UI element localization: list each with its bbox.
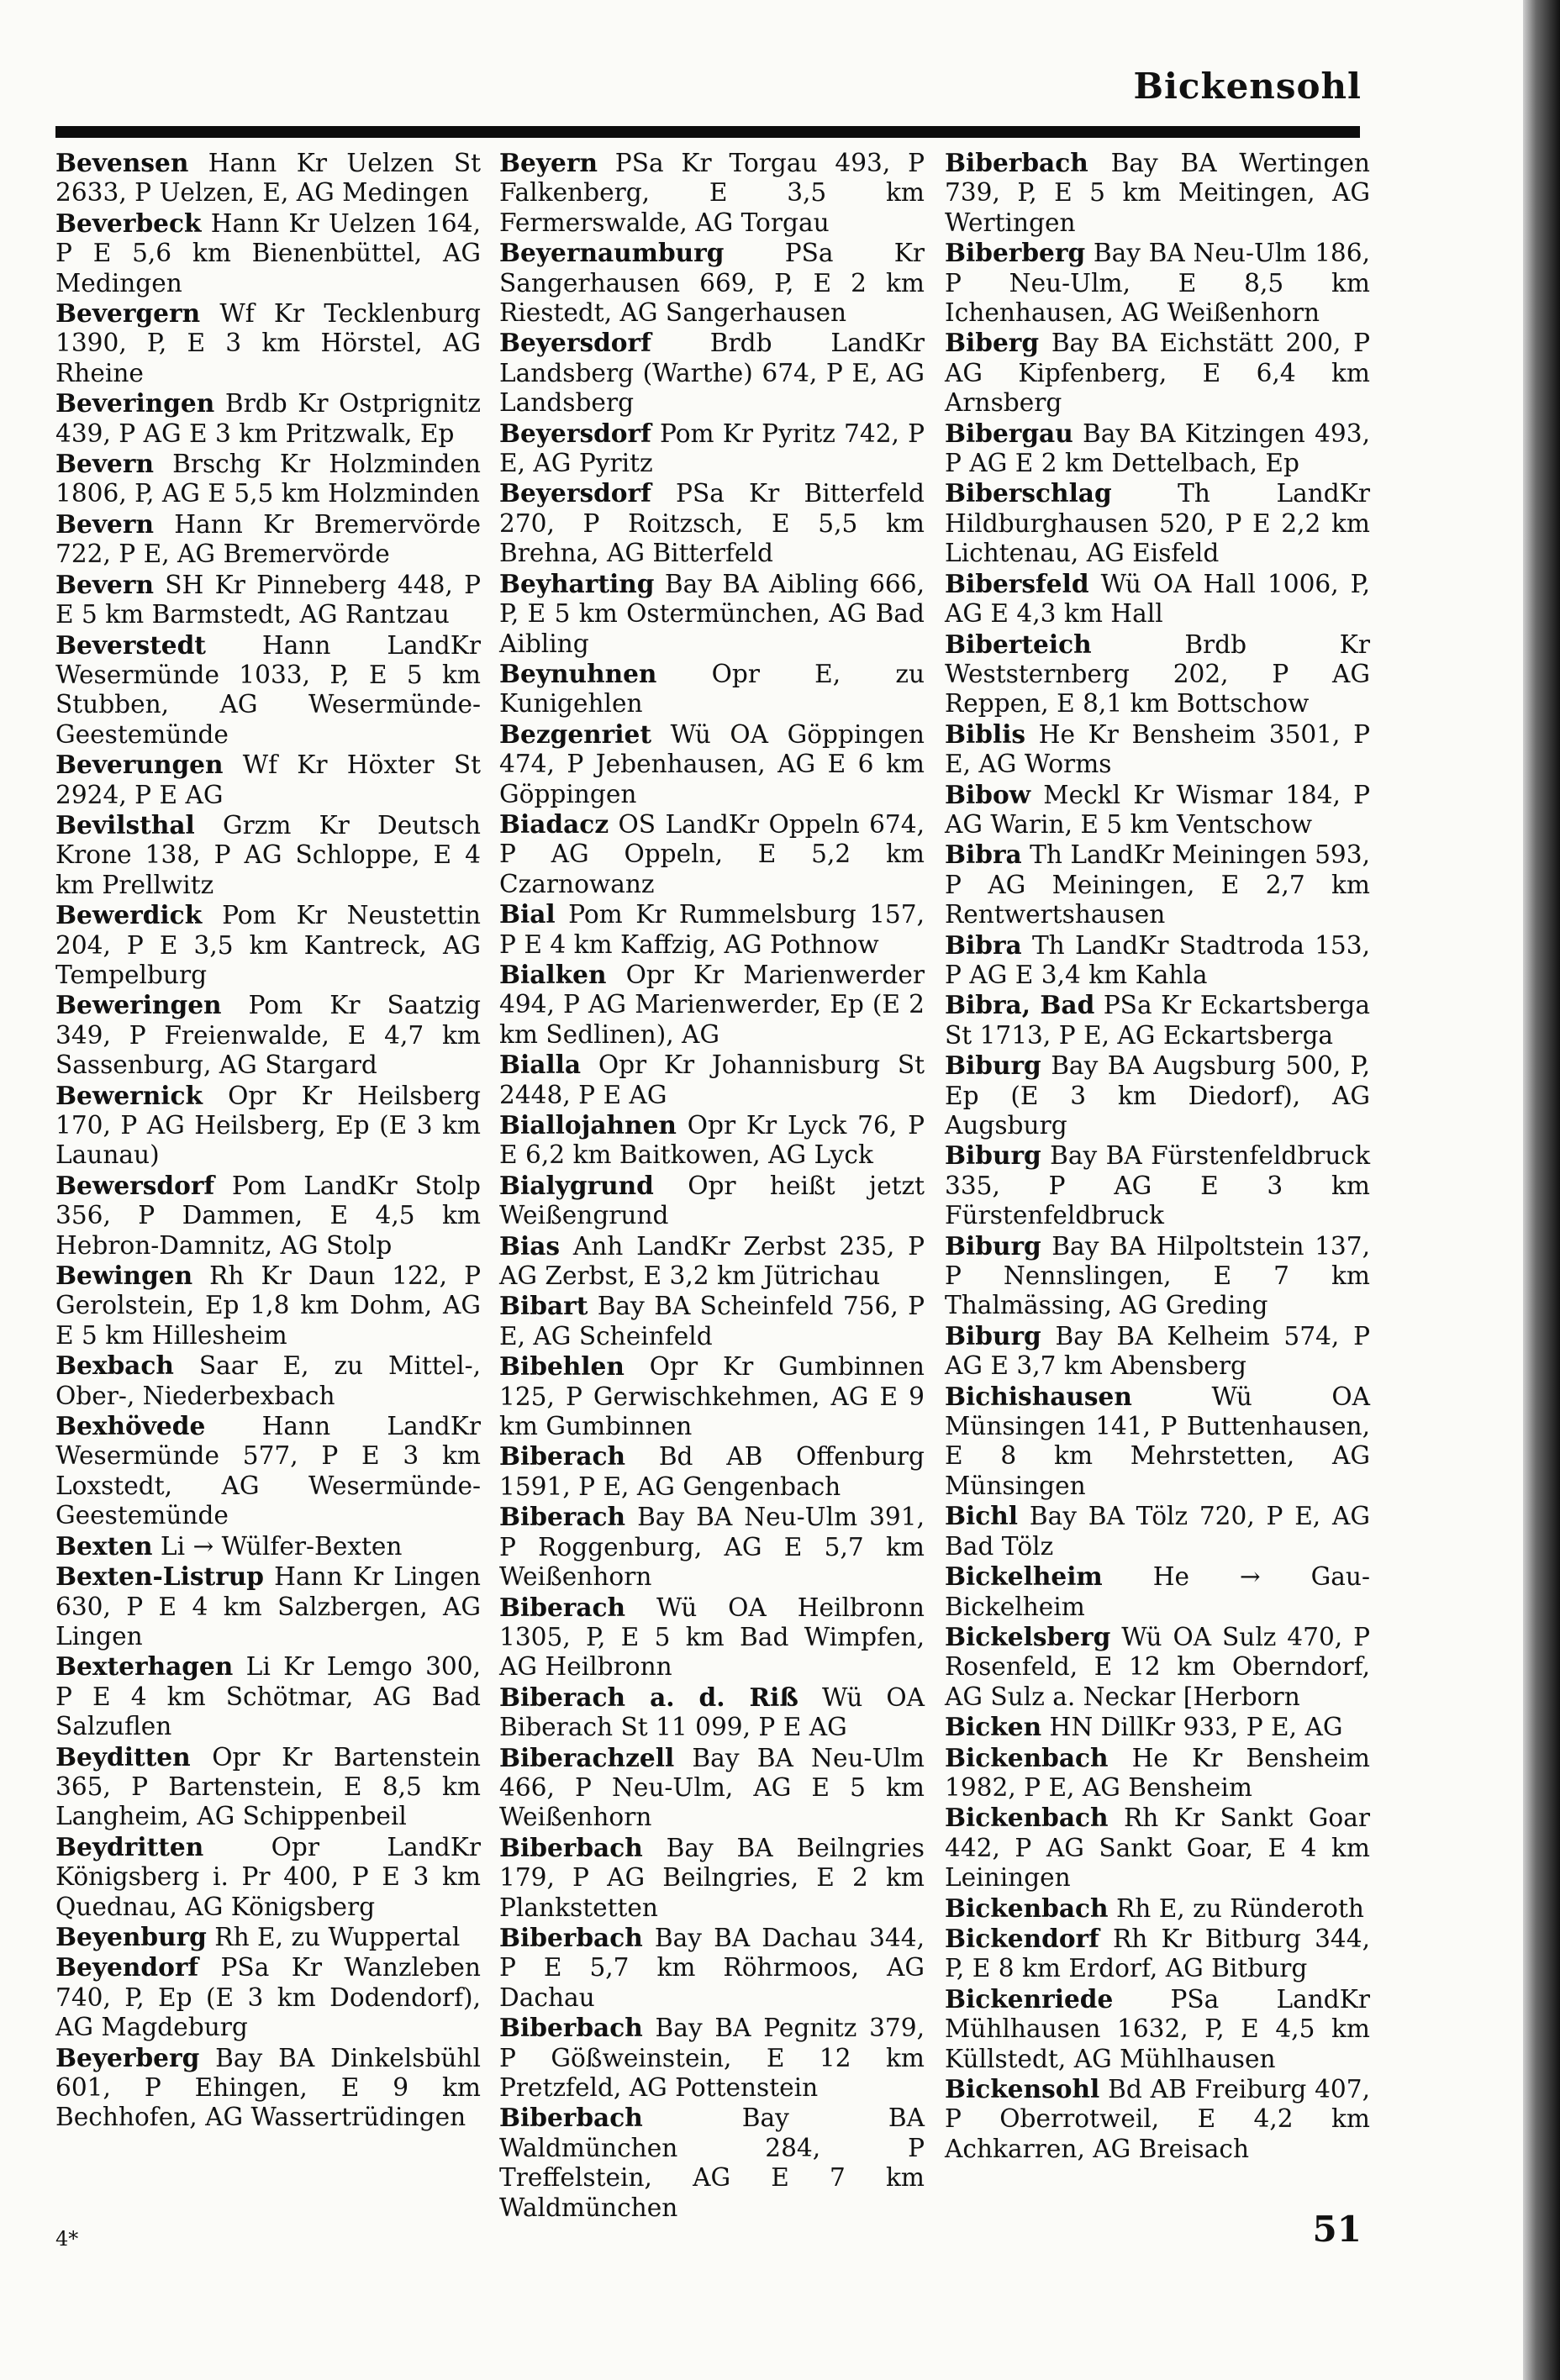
entry-description: Bay BA Kelheim 574, P AG E 3,7 km Abensberg xyxy=(945,1321,1370,1381)
entry-place-name: Bickendorf xyxy=(945,1923,1099,1953)
gazetteer-entry xyxy=(499,1171,925,1231)
entry-place-name: Bexten-Listrup xyxy=(55,1561,264,1592)
gazetteer-entry xyxy=(499,478,925,568)
gazetteer-entry xyxy=(945,1140,1370,1230)
entry-description: Pom Kr Rummelsburg 157, P E 4 km Kaffzig, AG Pothnow xyxy=(499,900,925,959)
entry-description: Li → Wülfer-Bexten xyxy=(160,1531,403,1561)
entry-description: Opr Kr Marienwerder 494, P AG Marienwerder, Ep (E 2 km Sedlinen), AG xyxy=(499,960,925,1049)
entry-description: Bay BA Dinkelsbühl 601, P Ehingen, E 9 km Bechhofen, AG Wassertrüdingen xyxy=(55,2043,481,2132)
entry-place-name: Biblis xyxy=(945,719,1026,749)
entry-place-name: Bias xyxy=(499,1230,561,1261)
entry-description: Hann LandKr Wesermünde 1033, P, E 5 km Stubben, AG Wesermünde-Geestemünde xyxy=(55,630,481,749)
entry-description: Pom Kr Neustettin 204, P E 3,5 km Kantreck, AG Tempelburg xyxy=(55,901,481,989)
gazetteer-entry xyxy=(945,1893,1370,1924)
entry-place-name: Biberteich xyxy=(945,629,1092,659)
entry-description: Brdb Kr Ostprignitz 439, P AG E 3 km Pritzwalk, Ep xyxy=(55,389,481,448)
entry-description: Wü OA Sulz 470, P Rosenfeld, E 12 km Oberndorf, AG Sulz a. Neckar [Herborn xyxy=(945,1622,1370,1711)
gazetteer-entry xyxy=(945,1622,1370,1712)
gazetteer-entry xyxy=(945,1501,1370,1561)
entry-description: Grzm Kr Deutsch Krone 138, P AG Schloppe, E 4 km Prellwitz xyxy=(55,810,481,899)
entry-description: Opr heißt jetzt Weißengrund xyxy=(499,1171,925,1230)
gazetteer-entry xyxy=(499,419,925,479)
entry-description: Saar E, zu Mittel-, Ober-, Niederbexbach xyxy=(55,1351,481,1410)
gazetteer-entry xyxy=(945,930,1370,991)
gazetteer-entry xyxy=(945,990,1370,1050)
entry-description: Wü OA Heilbronn 1305, P, E 5 km Bad Wimpfen, AG Heilbronn xyxy=(499,1593,925,1682)
entry-description: Bay BA Wertingen 739, P, E 5 km Meitingen, AG Wertingen xyxy=(945,149,1370,237)
entry-place-name: Bevilsthal xyxy=(55,809,195,840)
entry-place-name: Bicken xyxy=(945,1712,1042,1742)
gazetteer-entry xyxy=(499,328,925,418)
entry-description: Wü OA Göppingen 474, P Jebenhausen, AG E 6 km Göppingen xyxy=(499,719,925,808)
gazetteer-entry xyxy=(499,1682,925,1743)
page-edge-shadow xyxy=(1523,0,1560,2380)
gazetteer-entry xyxy=(945,1321,1370,1382)
entry-place-name: Bewernick xyxy=(55,1080,203,1110)
entry-description: Brschg Kr Holzminden 1806, P, AG E 5,5 km Holzminden xyxy=(55,450,481,508)
gazetteer-entry xyxy=(945,1743,1370,1803)
entry-description: Opr Kr Lyck 76, P E 6,2 km Baitkowen, AG Lyck xyxy=(499,1111,925,1170)
entry-place-name: Biberachzell xyxy=(499,1742,675,1772)
entry-place-name: Beweringen xyxy=(55,990,222,1020)
gazetteer-entry xyxy=(945,1803,1370,1893)
gazetteer-entry xyxy=(55,1922,481,1952)
entry-place-name: Bickelsberg xyxy=(945,1621,1111,1651)
entry-place-name: Bibow xyxy=(945,779,1031,809)
entry-place-name: Bichl xyxy=(945,1501,1019,1531)
gazetteer-entry xyxy=(499,1593,925,1682)
entry-place-name: Bexterhagen xyxy=(55,1651,234,1682)
entry-description: Rh E, zu Wuppertal xyxy=(214,1922,461,1951)
entry-description: Pom LandKr Stolp 356, P Dammen, E 4,5 km Hebron-Damnitz, AG Stolp xyxy=(55,1171,481,1260)
gazetteer-entry xyxy=(55,1411,481,1531)
entry-description: OS LandKr Oppeln 674, P AG Oppeln, E 5,2 km Czarnowanz xyxy=(499,809,925,898)
entry-place-name: Bevern xyxy=(55,569,154,599)
entry-place-name: Beyendorf xyxy=(55,1952,199,1982)
entry-description: Bay BA Fürstenfeldbruck 335, P AG E 3 km Fürstenfeldbruck xyxy=(945,1141,1370,1230)
entry-place-name: Beyersdorf xyxy=(499,418,651,448)
gazetteer-entry xyxy=(499,719,925,809)
entry-place-name: Bibehlen xyxy=(499,1351,625,1382)
entry-description: Hann LandKr Wesermünde 577, P E 3 km Loxstedt, AG Wesermünde-Geestemünde xyxy=(55,1412,481,1530)
entry-place-name: Bialken xyxy=(499,959,607,989)
gazetteer-entry xyxy=(945,1984,1370,2074)
entry-place-name: Bickensohl xyxy=(945,2074,1100,2104)
gazetteer-entry xyxy=(945,328,1370,418)
gazetteer-entry xyxy=(499,1743,925,1833)
entry-place-name: Biberberg xyxy=(945,238,1086,268)
entry-place-name: Bickenbach xyxy=(945,1803,1109,1833)
gazetteer-entry xyxy=(55,1171,481,1261)
entry-description: Brdb Kr Weststernberg 202, P AG Reppen, E 8,1 km Bottschow xyxy=(945,629,1370,719)
entry-description: Bay BA Neu-Ulm 391, P Roggenburg, AG E 5,7 km Weißenhorn xyxy=(499,1503,925,1592)
entry-place-name: Beverbeck xyxy=(55,208,202,238)
entry-description: Bd AB Freiburg 407, P Oberrotweil, E 4,2 km Achkarren, AG Breisach xyxy=(945,2075,1370,2163)
entry-description: He → Gau-Bickelheim xyxy=(945,1562,1370,1621)
gazetteer-entry xyxy=(499,809,925,899)
entry-place-name: Bickenbach xyxy=(945,1893,1109,1923)
entry-place-name: Bibersfeld xyxy=(945,568,1089,598)
gazetteer-entry xyxy=(499,148,925,238)
entry-place-name: Bexhövede xyxy=(55,1411,206,1441)
gazetteer-entry xyxy=(499,1291,925,1351)
entry-place-name: Beyenburg xyxy=(55,1921,207,1951)
entry-place-name: Biberbach xyxy=(499,1832,643,1862)
entry-place-name: Biberbach xyxy=(499,2103,643,2133)
entry-description: HN DillKr 933, P E, AG xyxy=(1049,1713,1343,1742)
entry-place-name: Bewersdorf xyxy=(55,1170,215,1200)
gazetteer-entry xyxy=(499,1351,925,1441)
gazetteer-entry xyxy=(945,840,1370,929)
entry-description: Hann Kr Uelzen 164, P E 5,6 km Bienenbüttel, AG Medingen xyxy=(55,208,481,298)
gazetteer-entry xyxy=(945,478,1370,568)
entry-description: Th LandKr Hildburghausen 520, P E 2,2 km Lichtenau, AG Eisfeld xyxy=(945,479,1370,568)
entry-place-name: Bial xyxy=(499,899,556,929)
gazetteer-entry xyxy=(55,509,481,570)
gazetteer-entry xyxy=(945,1561,1370,1622)
entry-place-name: Bevern xyxy=(55,508,154,539)
gazetteer-entry xyxy=(945,2074,1370,2164)
entry-description: Bay BA Neu-Ulm 186, P Neu-Ulm, E 8,5 km Ichenhausen, AG Weißenhorn xyxy=(945,239,1370,328)
entry-description: Anh LandKr Zerbst 235, P AG Zerbst, E 3,2 km Jütrichau xyxy=(499,1231,925,1291)
entry-place-name: Beyernaumburg xyxy=(499,238,725,268)
column-3 xyxy=(945,148,1370,2164)
gazetteer-entry xyxy=(55,570,481,630)
gazetteer-entry xyxy=(499,1833,925,1923)
gazetteer-entry xyxy=(55,208,481,298)
gazetteer-entry xyxy=(499,960,925,1050)
gazetteer-entry xyxy=(55,1832,481,1922)
entry-place-name: Beveringen xyxy=(55,388,215,419)
gazetteer-entry xyxy=(55,630,481,750)
gazetteer-entry xyxy=(945,629,1370,719)
entry-description: Hann Kr Lingen 630, P E 4 km Salzbergen, AG Lingen xyxy=(55,1562,481,1651)
entry-place-name: Biadacz xyxy=(499,808,609,839)
gazetteer-entry xyxy=(55,1081,481,1171)
entry-description: Bay BA Beilngries 179, P AG Beilngries, E 2 km Plankstetten xyxy=(499,1833,925,1922)
entry-description: SH Kr Pinneberg 448, P E 5 km Barmstedt, AG Rantzau xyxy=(55,570,481,629)
entry-description: PSa Kr Wanzleben 740, P, Ep (E 3 km Dodendorf), AG Magdeburg xyxy=(55,1953,481,2042)
gazetteer-entry xyxy=(55,1952,481,2042)
entry-place-name: Bevensen xyxy=(55,148,189,177)
entry-place-name: Beynuhnen xyxy=(499,658,657,688)
entry-description: Wü OA Hall 1006, P, AG E 4,3 km Hall xyxy=(945,569,1370,629)
entry-place-name: Bibergau xyxy=(945,418,1073,448)
entry-description: Bay BA Waldmünchen 284, P Treffelstein, AG E 7 km Waldmünchen xyxy=(499,2104,925,2222)
entry-place-name: Biberach a. d. Riß xyxy=(499,1682,798,1712)
entry-place-name: Bibart xyxy=(499,1291,588,1321)
entry-place-name: Bickenriede xyxy=(945,1983,1114,2014)
entry-place-name: Beyersdorf xyxy=(499,328,651,358)
gazetteer-entry xyxy=(499,899,925,960)
entry-description: Meckl Kr Wismar 184, P AG Warin, E 5 km Ventschow xyxy=(945,780,1370,839)
gazetteer-entry xyxy=(499,1441,925,1502)
entry-description: He Kr Bensheim 1982, P E, AG Bensheim xyxy=(945,1743,1370,1802)
gazetteer-entry xyxy=(55,1531,481,1561)
entry-place-name: Biberach xyxy=(499,1441,626,1472)
entry-description: Opr Kr Gumbinnen 125, P Gerwischkehmen, AG E 9 km Gumbinnen xyxy=(499,1352,925,1441)
entry-place-name: Bexten xyxy=(55,1530,153,1561)
gazetteer-entry xyxy=(945,1231,1370,1321)
entry-place-name: Bexbach xyxy=(55,1351,174,1381)
gazetteer-entry xyxy=(55,900,481,990)
entry-place-name: Biburg xyxy=(945,1050,1041,1081)
entry-description: Opr LandKr Königsberg i. Pr 400, P E 3 km Quednau, AG Königsberg xyxy=(55,1832,481,1921)
gazetteer-entry xyxy=(945,1382,1370,1502)
entry-place-name: Bezgenriet xyxy=(499,719,652,749)
gazetteer-entry xyxy=(945,1924,1370,1984)
running-head: Bickensohl xyxy=(1133,66,1362,107)
entry-description: Th LandKr Meiningen 593, P AG Meiningen, E 2,7 km Rentwertshausen xyxy=(945,840,1370,929)
entry-place-name: Bibra, Bad xyxy=(945,990,1095,1020)
entry-place-name: Bevergern xyxy=(55,298,201,329)
entry-description: Bay BA Aibling 666, P, E 5 km Ostermünchen, AG Bad Aibling xyxy=(499,569,925,658)
entry-place-name: Beverstedt xyxy=(55,629,206,660)
entry-place-name: Bichishausen xyxy=(945,1381,1132,1411)
entry-place-name: Bibra xyxy=(945,840,1022,870)
entry-description: Hann Kr Uelzen St 2633, P Uelzen, E, AG Medingen xyxy=(55,149,481,208)
entry-description: Rh Kr Daun 122, P Gerolstein, Ep 1,8 km Dohm, AG E 5 km Hillesheim xyxy=(55,1261,481,1350)
gazetteer-entry xyxy=(55,1561,481,1651)
gazetteer-entry xyxy=(55,1742,481,1832)
gazetteer-entry xyxy=(945,569,1370,629)
gazetteer-entry xyxy=(55,990,481,1080)
gazetteer-entry xyxy=(945,1050,1370,1140)
gazetteer-entry xyxy=(55,1261,481,1351)
entry-description: Opr Kr Bartenstein 365, P Bartenstein, E 8,5 km Langheim, AG Schippenbeil xyxy=(55,1742,481,1831)
gazetteer-entry xyxy=(945,148,1370,238)
gazetteer-entry xyxy=(499,1110,925,1171)
column-2 xyxy=(499,148,925,2223)
entry-description: Pom Kr Saatzig 349, P Freienwalde, E 4,7 km Sassenburg, AG Stargard xyxy=(55,991,481,1080)
gazetteer-entry xyxy=(55,298,481,388)
gazetteer-entry xyxy=(55,449,481,509)
entry-description: PSa Kr Bitterfeld 270, P Roitzsch, E 5,5 km Brehna, AG Bitterfeld xyxy=(499,479,925,568)
gazetteer-entry xyxy=(55,2043,481,2133)
entry-description: Bay BA Eichstätt 200, P AG Kipfenberg, E 6,4 km Arnsberg xyxy=(945,329,1370,418)
gazetteer-entry xyxy=(55,388,481,449)
entry-place-name: Beyharting xyxy=(499,568,655,598)
entry-place-name: Biberach xyxy=(499,1592,626,1622)
gazetteer-entry xyxy=(945,780,1370,840)
entry-place-name: Biburg xyxy=(945,1140,1041,1171)
entry-description: PSa LandKr Mühlhausen 1632, P, E 4,5 km Küllstedt, AG Mühlhausen xyxy=(945,1984,1370,2073)
page-number: 51 xyxy=(1312,2209,1362,2250)
entry-place-name: Bialygrund xyxy=(499,1170,654,1200)
entry-description: Bay BA Kitzingen 493, P AG E 2 km Dettelbach, Ep xyxy=(945,419,1370,478)
entry-description: Rh Kr Bitburg 344, P, E 8 km Erdorf, AG Bitburg xyxy=(945,1924,1370,1983)
entry-place-name: Bialla xyxy=(499,1050,582,1080)
gazetteer-entry xyxy=(499,569,925,659)
entry-place-name: Bibra xyxy=(945,929,1022,960)
entry-description: Wü OA Münsingen 141, P Buttenhausen, E 8 km Mehrstetten, AG Münsingen xyxy=(945,1382,1370,1500)
entry-description: Li Kr Lemgo 300, P E 4 km Schötmar, AG Bad Salzuflen xyxy=(55,1652,481,1741)
entry-description: Wf Kr Tecklenburg 1390, P, E 3 km Hörstel, AG Rheine xyxy=(55,299,481,387)
entry-place-name: Beydritten xyxy=(55,1831,204,1861)
entry-place-name: Biberbach xyxy=(499,2013,643,2043)
gazetteer-entry xyxy=(499,1050,925,1110)
gazetteer-entry xyxy=(499,659,925,719)
entry-description: Brdb LandKr Landsberg (Warthe) 674, P E, AG Landsberg xyxy=(499,329,925,418)
entry-description: Bd AB Offenburg 1591, P E, AG Gengenbach xyxy=(499,1442,925,1501)
gazetteer-entry xyxy=(945,419,1370,479)
entry-place-name: Bickenbach xyxy=(945,1742,1109,1772)
gazetteer-entry xyxy=(499,1231,925,1292)
entry-description: PSa Kr Torgau 493, P Falkenberg, E 3,5 km Fermerswalde, AG Torgau xyxy=(499,149,925,237)
entry-place-name: Biburg xyxy=(945,1230,1041,1261)
entry-description: Bay BA Scheinfeld 756, P E, AG Scheinfeld xyxy=(499,1292,925,1351)
gazetteer-entry xyxy=(55,1351,481,1411)
entry-description: Opr Kr Johannisburg St 2448, P E AG xyxy=(499,1050,925,1109)
entry-description: Bay BA Dachau 344, P E 5,7 km Röhrmoos, AG Dachau xyxy=(499,1923,925,2012)
gazetteer-entry xyxy=(499,2103,925,2223)
entry-description: Bay BA Hilpoltstein 137, P Nennslingen, E 7 km Thalmässing, AG Greding xyxy=(945,1231,1370,1320)
gazetteer-entry xyxy=(55,810,481,900)
gazetteer-entry xyxy=(55,1651,481,1741)
entry-description: Opr Kr Heilsberg 170, P AG Heilsberg, Ep (E 3 km Launau) xyxy=(55,1081,481,1170)
gazetteer-entry xyxy=(499,2013,925,2103)
entry-place-name: Bewerdick xyxy=(55,900,203,930)
entry-place-name: Bickelheim xyxy=(945,1561,1103,1592)
entry-place-name: Biberbach xyxy=(499,1922,643,1952)
entry-place-name: Beyern xyxy=(499,148,598,177)
gazetteer-entry xyxy=(55,750,481,810)
header-rule xyxy=(55,126,1360,138)
column-1 xyxy=(55,148,481,2133)
entry-place-name: Biberg xyxy=(945,328,1040,358)
entry-description: Wü OA Biberach St 11 099, P E AG xyxy=(499,1682,925,1742)
signature-mark: 4* xyxy=(55,2227,79,2251)
entry-description: He Kr Bensheim 3501, P E, AG Worms xyxy=(945,719,1370,779)
entry-description: PSa Kr Eckartsberga St 1713, P E, AG Eckartsberga xyxy=(945,991,1370,1050)
entry-description: Th LandKr Stadtroda 153, P AG E 3,4 km Kahla xyxy=(945,930,1370,989)
gazetteer-entry xyxy=(499,1923,925,2013)
gazetteer-entry xyxy=(945,238,1370,328)
entry-place-name: Bewingen xyxy=(55,1261,193,1291)
entry-place-name: Bevern xyxy=(55,449,154,479)
entry-place-name: Biburg xyxy=(945,1320,1041,1351)
entry-place-name: Biberschlag xyxy=(945,478,1112,508)
entry-place-name: Beyerberg xyxy=(55,2042,200,2072)
entry-description: Rh E, zu Ründeroth xyxy=(1115,1893,1364,1923)
entry-description: Bay BA Augsburg 500, P, Ep (E 3 km Diedorf), AG Augsburg xyxy=(945,1051,1370,1140)
gazetteer-entry xyxy=(55,148,481,208)
entry-place-name: Biberach xyxy=(499,1502,626,1532)
entry-description: Bay BA Pegnitz 379, P Gößweinstein, E 12 km Pretzfeld, AG Pottenstein xyxy=(499,2014,925,2102)
entry-description: Pom Kr Pyritz 742, P E, AG Pyritz xyxy=(499,419,925,478)
entry-place-name: Beverungen xyxy=(55,750,224,780)
entry-description: Opr E, zu Kunigehlen xyxy=(499,659,925,719)
gazetteer-entry xyxy=(499,1502,925,1592)
entry-description: Hann Kr Bremervörde 722, P E, AG Bremervörde xyxy=(55,509,481,569)
entry-place-name: Biberbach xyxy=(945,148,1088,177)
entry-description: Bay BA Neu-Ulm 466, P Neu-Ulm, AG E 5 km Weißenhorn xyxy=(499,1743,925,1832)
entry-place-name: Biallojahnen xyxy=(499,1110,677,1140)
gazetteer-entry xyxy=(945,1712,1370,1742)
entry-place-name: Beyersdorf xyxy=(499,478,651,508)
entry-place-name: Beyditten xyxy=(55,1741,191,1772)
entry-description: Rh Kr Sankt Goar 442, P AG Sankt Goar, E 4 km Leiningen xyxy=(945,1803,1370,1893)
gazetteer-entry xyxy=(499,238,925,328)
entry-description: Wf Kr Höxter St 2924, P E AG xyxy=(55,750,481,809)
entry-description: PSa Kr Sangerhausen 669, P, E 2 km Riestedt, AG Sangerhausen xyxy=(499,239,925,328)
entry-description: Bay BA Tölz 720, P E, AG Bad Tölz xyxy=(945,1502,1370,1561)
gazetteer-entry xyxy=(945,719,1370,780)
